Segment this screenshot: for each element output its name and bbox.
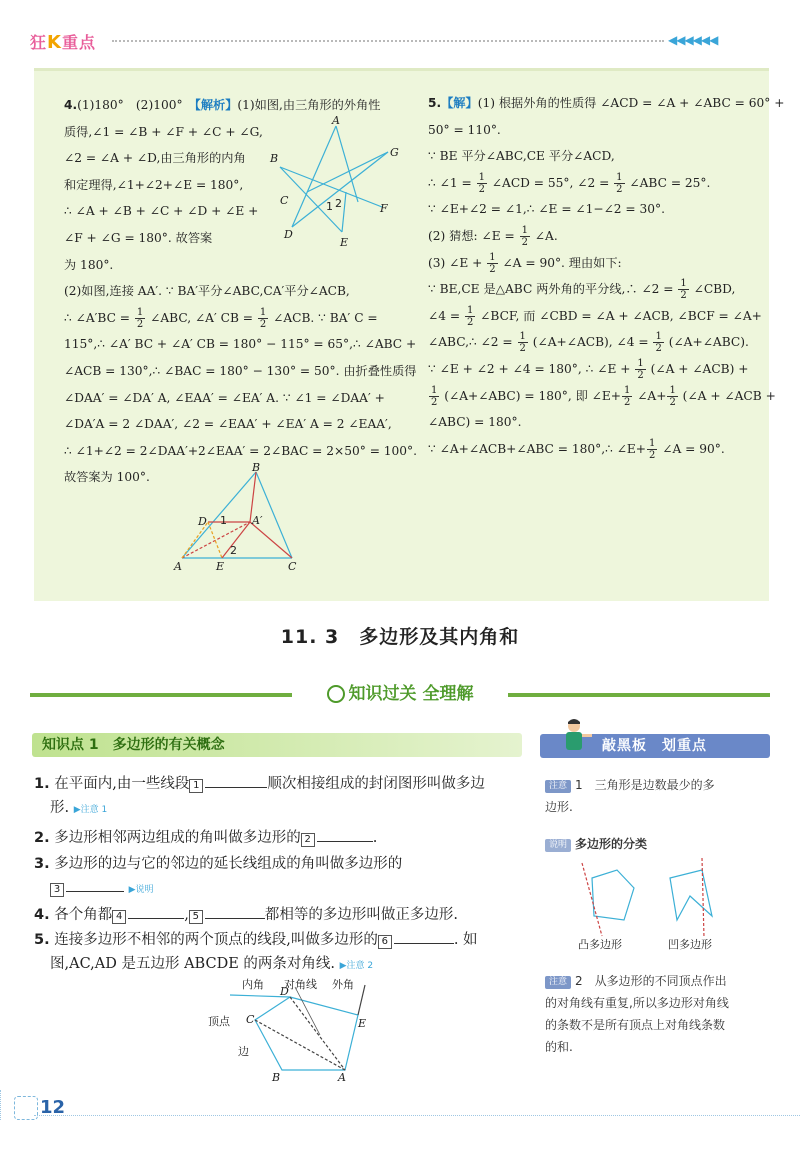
fig2-label-c: C [288,560,297,573]
fig1-label-a: A [332,114,340,127]
question-4: 4. 各个角都 4 , 5 都相等的多边形叫做正多边形. [34,907,458,923]
blank-5[interactable] [205,918,265,919]
concave-polygon-label: 凹多边形 [668,938,712,951]
explain-badge-icon: 说明 [545,839,571,852]
fig3-label-diagonal: 对角线 [284,978,317,991]
note-badge-icon: 注意 [545,780,571,793]
fig2-label-d: D [198,515,207,528]
teacher-icon [560,718,594,758]
fig1-label-c: C [280,194,289,207]
compass-icon [14,1096,38,1120]
polygon-classification-figure [562,858,762,938]
fig3-label-side: 边 [238,1045,249,1058]
fig1-label-2: 2 [335,197,342,210]
fold-triangle-figure [172,462,302,574]
convex-polygon-label: 凸多边形 [578,938,622,951]
fig2-label-2: 2 [230,544,237,557]
fig3-label-exterior-angle: 外角 [332,978,354,991]
fig1-label-g: G [390,146,399,159]
fig3-label-c: C [246,1013,255,1026]
fig3-label-a: A [338,1071,346,1084]
blank-3[interactable] [66,891,124,892]
fig1-label-f: F [380,202,388,215]
fig3-label-b: B [272,1071,281,1084]
pentagon-figure [200,975,380,1085]
section-band-title: 知识过关 全理解 [292,680,508,708]
question-1: 1. 在平面内,由一些线段 1 顺次相接组成的封闭图形叫做多边 形. ▶注意 1 [34,776,485,816]
knowledge-point-bar: 知识点 1 多边形的有关概念 [32,733,522,757]
note-badge-icon: 注意 [545,976,571,989]
blank-4[interactable] [128,918,184,919]
star-figure [262,112,412,252]
header-divider [112,40,664,42]
fig1-label-b: B [270,152,279,165]
header-arrows-icon: ◀◀◀◀◀◀ [668,33,718,47]
fig3-label-interior-angle: 内角 [242,978,264,991]
fig2-label-a-prime: A′ [252,514,263,527]
question-3: 3. 多边形的边与它的邻边的延长线组成的角叫做多边形的 3 ▶说明 [34,856,403,895]
fig1-label-e: E [340,236,349,249]
fig3-label-d: D [280,985,289,998]
brand-logo: 狂K重点 [30,32,96,53]
fig1-label-1: 1 [326,200,333,213]
blank-1[interactable] [205,787,267,788]
blank-6[interactable] [394,943,454,944]
sidebar-note-2: 注意 2 从多边形的不同顶点作出 的对角线有重复,所以多边形对角线 的条数不是所有顶点上对角线条数 的和. [545,974,729,1054]
fig1-label-d: D [284,228,293,241]
swirl-icon [327,685,345,703]
section-title: 11. 3 多边形及其内角和 [280,626,520,648]
footer-divider-vertical [0,1090,3,1120]
page-number: 12 [40,1097,66,1118]
sidebar-explanation: 说明 多边形的分类 [545,833,770,855]
fig3-label-e: E [358,1017,367,1030]
answer-q4: 4.(1)180° (2)100° 【解析】(1)如图,由三角形的外角性 质得,∠1 = ∠B + ∠F + ∠C + ∠G, ∠2 = ∠A + ∠D,由三角形的内角 和定理得,∠1+∠2+∠E = 180°, ∴ ∠A + ∠B + ∠C + ∠D + ∠E + ∠F + ∠G = 180°. 故答案 为 180°. (2)如图,连接 AA′. ∵ BA′平分∠ABC,CA′平分∠ACB, ∴ ∠A′BC = $\frac{1}{2}$ ∠ABC, ∠A′ CB = $\frac{1}{2}$ ∠ACB. ∵ BA′ C = 115°,∴ ∠A′ BC + ∠A′ CB = 180° − 115° = 65°,∴ ∠ABC + ∠ACB = 130°,∴ ∠BAC = 180° − 130° = 50°. 由折叠性质得 ∠DAA′ = ∠DA′ A, ∠EAA′ = ∠EA′ A. ∵ ∠1 = ∠DAA′ + ∠DA′A = 2 ∠DAA′, ∠2 = ∠EAA′ + ∠EA′ A = 2 ∠EAA′, ∴ ∠1+∠2 = 2∠DAA′+2∠EAA′ = 2∠BAC = 2×50° = 100°. 故答案为 100°. [64,98,418,485]
fig2-label-a: A [174,560,182,573]
fig3-label-vertex: 顶点 [208,1015,230,1028]
fig2-label-1: 1 [220,514,227,527]
footer-divider [34,1115,800,1116]
fig2-label-e: E [216,560,225,573]
fig2-label-b: B [252,462,261,474]
blank-2[interactable] [317,841,373,842]
question-2: 2. 多边形相邻两边组成的角叫做多边形的 2 . [34,830,378,846]
sidebar-header: 敲黑板 划重点 [540,734,770,758]
answer-q5: 5.【解】(1) 根据外角的性质得 ∠ACD = ∠A + ∠ABC = 60° + 50° = 110°. ∵ BE 平分∠ABC,CE 平分∠ACD, ∴ ∠1 = $\frac{1}{2}$ ∠ACD = 55°, ∠2 = $\frac{1}{2}$ ∠ABC = 25°. ∵ ∠E+∠2 = ∠1,∴ ∠E = ∠1−∠2 = 30°. (2) 猜想: ∠E = $\frac{1}{2}$ ∠A. (3) ∠E + $\frac{1}{2}$ ∠A = 90°. 理由如下: ∵ BE,CE 是△ABC 两外角的平分线,∴ ∠2 = $\frac{1}{2}$ ∠CBD, ∠4 = $\frac{1}{2}$ ∠BCF, 而 ∠CBD = ∠A + ∠ACB, ∠BCF = ∠A+ ∠ABC,∴ ∠2 = $\frac{1}{2}$ (∠A+∠ACB), ∠4 = $\frac{1}{2}$ (∠A+∠ABC). ∵ ∠E + ∠2 + ∠4 = 180°, ∴ ∠E + $\frac{1}{2}$ (∠A + ∠ACB) + $\frac{1}{2}$ (∠A+∠ABC) = 180°, 即 ∠E+ $\frac{1}{2}$ ∠A+ $\frac{1}{2}$ (∠A + ∠ACB + ∠ABC) = 180°. ∵ ∠A+∠ACB+∠ABC = 180°,∴ ∠E+ $\frac{1}{2}$ ∠A = 90°. [428,96,785,461]
sidebar-note-1: 注意 1 三角形是边数最少的多 边形. [545,778,715,814]
question-5: 5. 连接多边形不相邻的两个顶点的线段,叫做多边形的 6 . 如 图,AC,AD 是五边形 ABCDE 的两条对角线. ▶注意 2 [34,932,478,972]
